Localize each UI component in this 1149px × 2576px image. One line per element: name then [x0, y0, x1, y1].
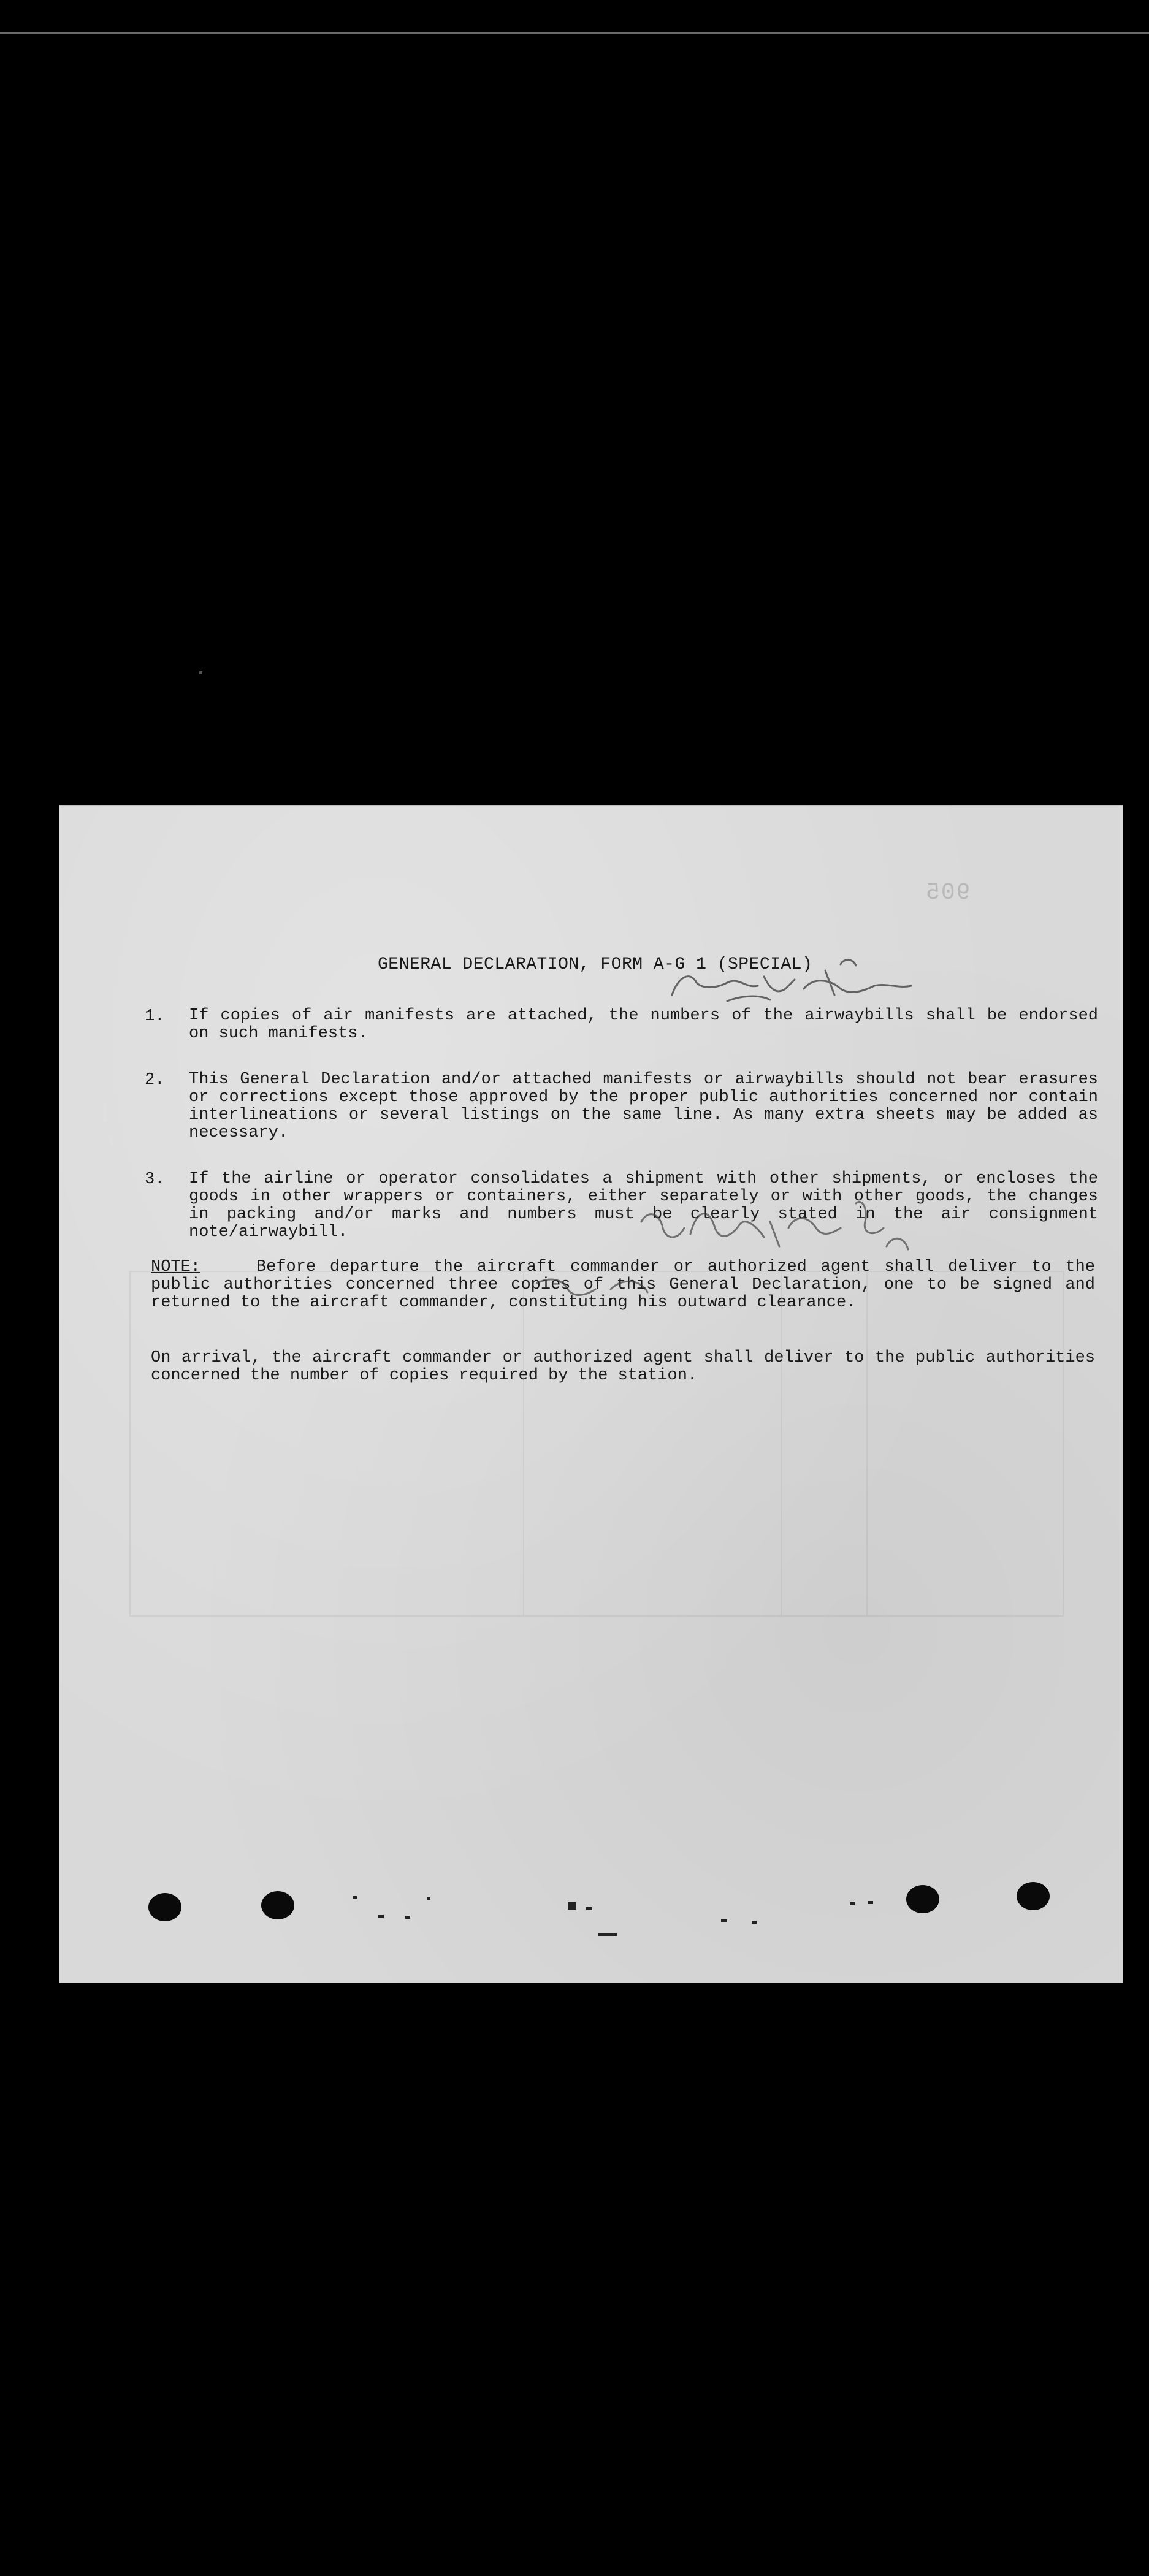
- speck: [850, 1902, 855, 1905]
- speck: [378, 1915, 384, 1918]
- instruction-text: If the airline or operator consolidates a shipment with other shipments, or encloses the goods in other wrappers or containers, either separately or with other goods, the changes in packing and/or marks and numbers must be clearly stated in the air consignment note/airwaybill.: [189, 1170, 1098, 1241]
- bleed-through-line: [523, 1272, 524, 1615]
- speck: [405, 1916, 410, 1919]
- bleed-through-line: [866, 1272, 868, 1615]
- note-paragraph: [151, 1259, 1095, 1312]
- speck: [427, 1897, 430, 1900]
- note-label: NOTE:: [151, 1258, 201, 1276]
- instruction-item: [145, 1007, 1098, 1043]
- arrival-paragraph: On arrival, the aircraft commander or authorized agent shall deliver to the public authorities concerned the number of copies required by the station.: [151, 1349, 1095, 1385]
- speck: [598, 1933, 617, 1936]
- speck: [568, 1902, 576, 1910]
- instruction-number: 3.: [145, 1170, 165, 1189]
- top-rule: [0, 32, 1149, 34]
- instruction-number: 2.: [145, 1071, 165, 1089]
- edge-mark: [199, 671, 202, 674]
- bleed-through-line: [781, 1272, 782, 1615]
- instruction-text: If copies of air manifests are attached, the numbers of the airwaybills shall be endorsed on such manifests.: [189, 1007, 1098, 1043]
- punch-hole: [1017, 1882, 1050, 1910]
- instruction-number: 1.: [145, 1007, 165, 1026]
- speck: [868, 1901, 873, 1904]
- punch-hole: [148, 1893, 181, 1921]
- document-page: [59, 805, 1123, 1983]
- instruction-item: [145, 1170, 1098, 1241]
- document-title: GENERAL DECLARATION, FORM A-G 1 (SPECIAL): [378, 955, 813, 974]
- speck: [586, 1907, 592, 1910]
- punch-hole: [906, 1885, 939, 1913]
- punch-hole: [261, 1891, 294, 1919]
- instruction-list: [145, 1007, 1098, 1270]
- edge-mark: [103, 1103, 107, 1122]
- edge-mark: [109, 1137, 113, 1145]
- page-number: 905: [925, 880, 971, 906]
- speck: [752, 1921, 757, 1924]
- instruction-item: [145, 1071, 1098, 1142]
- speck: [721, 1919, 727, 1922]
- instruction-text: This General Declaration and/or attached manifests or airwaybills should not bear erasures or corrections except those approved by the proper public authorities concerned nor contain interlineations or several listings on the same line. As many extra sheets may be added as necessary.: [189, 1070, 1098, 1142]
- speck: [353, 1896, 357, 1899]
- bleed-through-grid: [129, 1271, 1064, 1617]
- note-text: Before departure the aircraft commander or authorized agent shall deliver to the public authorities concerned three copies of this General Declaration, one to be signed and returned to the aircraft commander, constituting his outward clearance.: [151, 1258, 1095, 1312]
